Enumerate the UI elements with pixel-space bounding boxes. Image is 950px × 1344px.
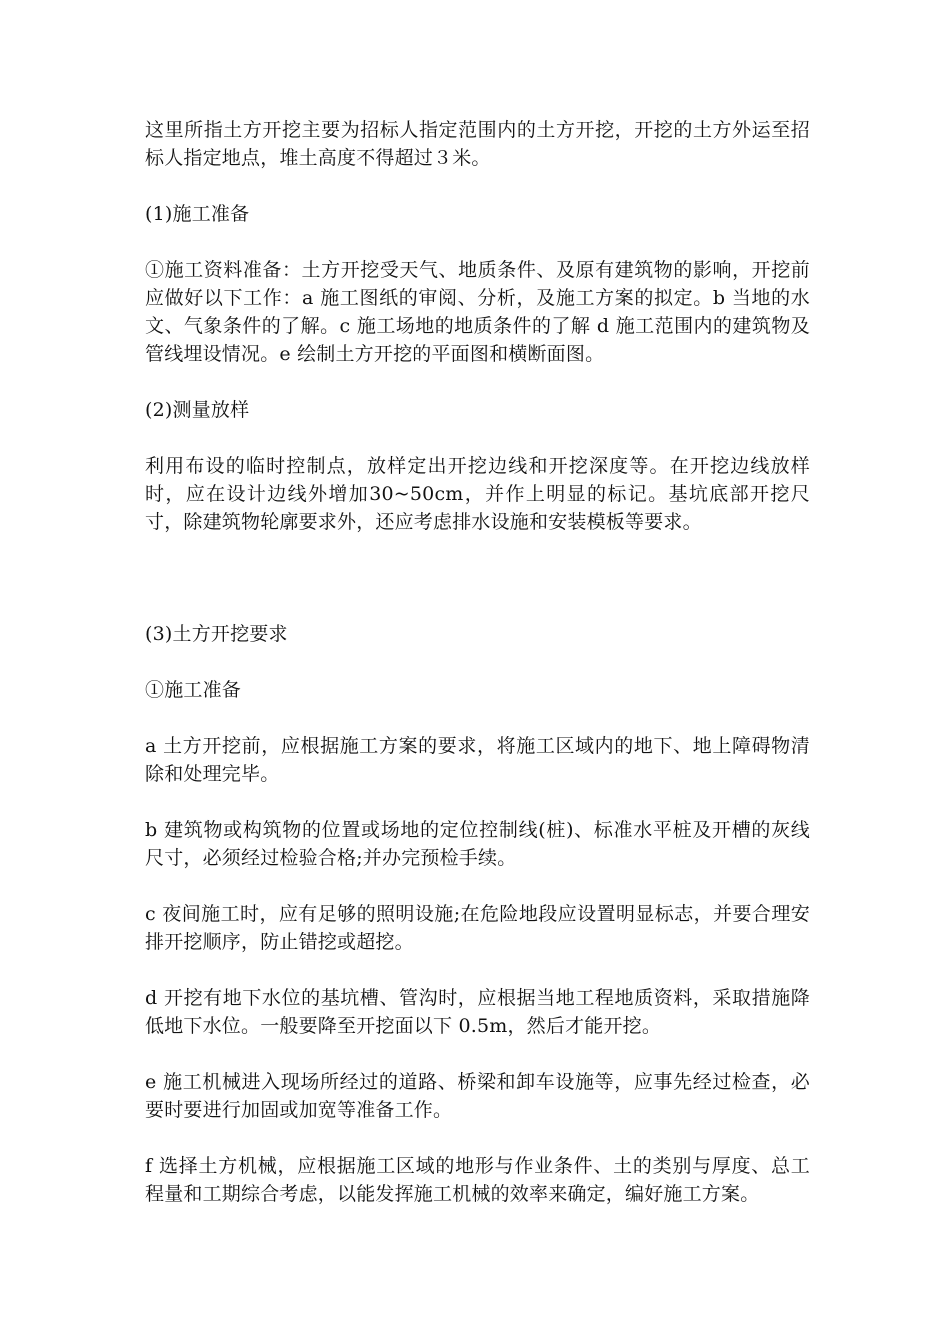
paragraph-item-d: d 开挖有地下水位的基坑槽、管沟时，应根据当地工程地质资料，采取措施降低地下水位。一般要降至开挖面以下 0.5m，然后才能开挖。	[145, 987, 810, 1037]
paragraph-spacer	[145, 424, 810, 452]
subheading-construction-prep: ①施工准备	[145, 679, 242, 701]
heading-excavation-requirements: (3)土方开挖要求	[145, 623, 288, 645]
paragraph-spacer	[145, 956, 810, 984]
section-spacer	[145, 536, 810, 620]
paragraph-item-b: b 建筑物或构筑物的位置或场地的定位控制线(桩)、标准水平桩及开槽的灰线尺寸，必须经过检验合格;并办完预检手续。	[145, 819, 810, 869]
paragraph-spacer	[145, 1040, 810, 1068]
document-page	[145, 116, 810, 1208]
paragraph-item-a: a 土方开挖前，应根据施工方案的要求，将施工区域内的地下、地上障碍物清除和处理完毕。	[145, 735, 810, 785]
paragraph-spacer	[145, 368, 810, 396]
heading-construction-prep: (1)施工准备	[145, 203, 250, 225]
paragraph-survey-details: 利用布设的临时控制点，放样定出开挖边线和开挖深度等。在开挖边线放样时，应在设计边线外增加30~50cm，并作上明显的标记。基坑底部开挖尺寸，除建筑物轮廓要求外，还应考虑排水设施和安装模板等要求。	[145, 455, 810, 533]
paragraph-item-f: f 选择土方机械，应根据施工区域的地形与作业条件、土的类别与厚度、总工程量和工期综合考虑，以能发挥施工机械的效率来确定，编好施工方案。	[145, 1155, 810, 1205]
paragraph-spacer	[145, 788, 810, 816]
paragraph-spacer	[145, 172, 810, 200]
paragraph-spacer	[145, 228, 810, 256]
paragraph-intro: 这里所指土方开挖主要为招标人指定范围内的土方开挖，开挖的土方外运至招标人指定地点，堆土高度不得超过３米。	[145, 119, 810, 169]
paragraph-spacer	[145, 872, 810, 900]
paragraph-spacer	[145, 704, 810, 732]
paragraph-item-c: c 夜间施工时，应有足够的照明设施;在危险地段应设置明显标志，并要合理安排开挖顺序，防止错挖或超挖。	[145, 903, 810, 953]
heading-survey-layout: (2)测量放样	[145, 399, 250, 421]
paragraph-spacer	[145, 1124, 810, 1152]
paragraph-prep-materials: ①施工资料准备：土方开挖受天气、地质条件、及原有建筑物的影响，开挖前应做好以下工作：a 施工图纸的审阅、分析，及施工方案的拟定。b 当地的水文、气象条件的了解。c 施工场地的地质条件的了解 d 施工范围内的建筑物及管线埋设情况。e 绘制土方开挖的平面图和横断面图。	[145, 259, 810, 365]
paragraph-item-e: e 施工机械进入现场所经过的道路、桥梁和卸车设施等，应事先经过检查，必要时要进行加固或加宽等准备工作。	[145, 1071, 810, 1121]
paragraph-spacer	[145, 648, 810, 676]
